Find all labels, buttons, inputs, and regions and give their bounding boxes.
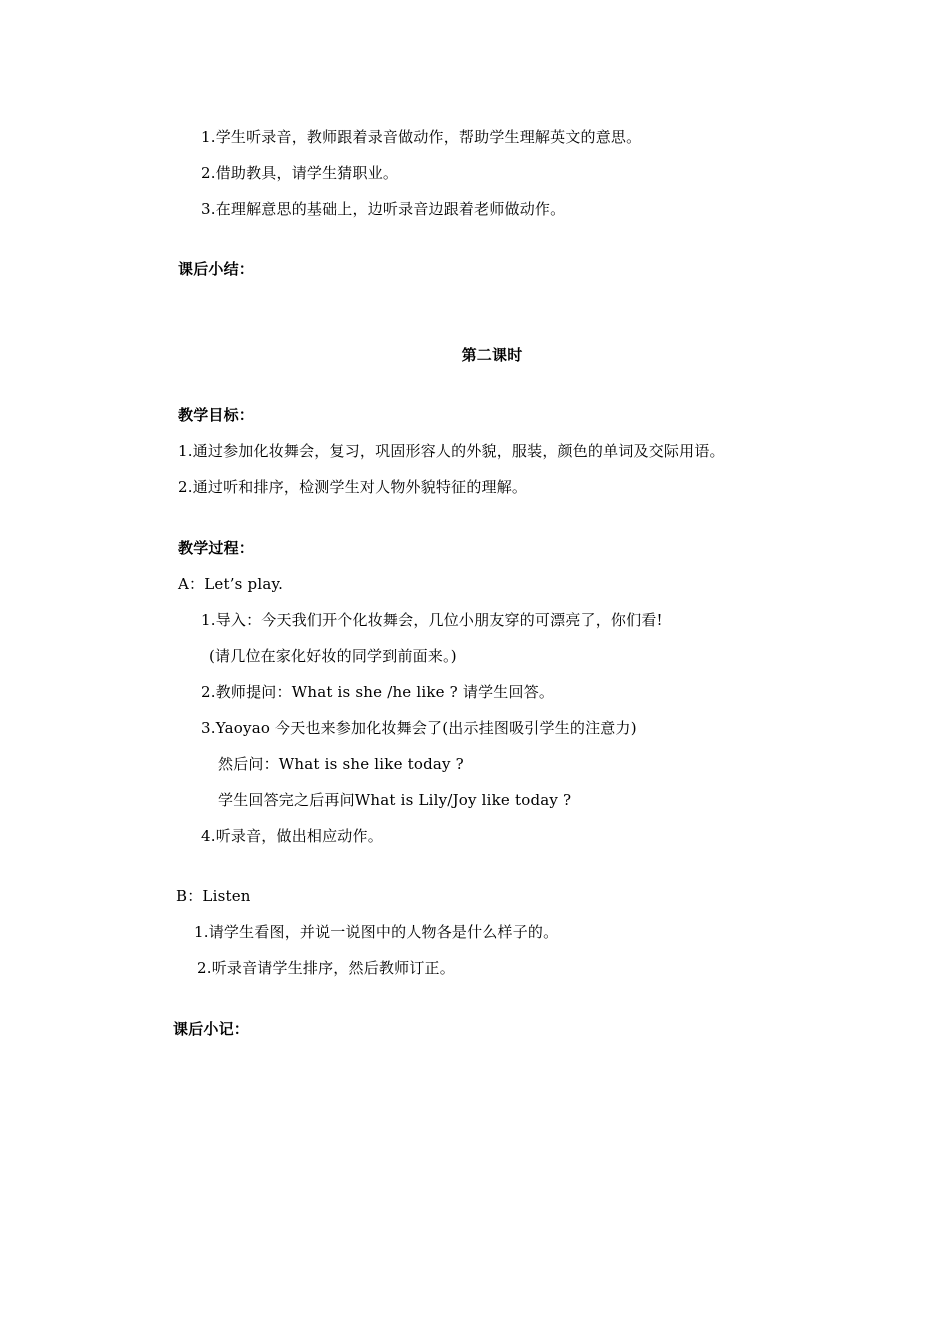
section1-step-3: 3.在理解意思的基础上，边听录音边跟着老师做动作。 (201, 200, 566, 218)
section1-step-1: 1.学生听录音，教师跟着录音做动作，帮助学生理解英文的意思。 (201, 128, 642, 146)
part-a-line-3: 2.教师提问：What is she /he like ? 请学生回答。 (201, 683, 555, 701)
goals-heading: 教学目标： (178, 406, 255, 424)
lesson2-title: 第二课时 (461, 346, 523, 364)
goal-2: 2.通过听和排序，检测学生对人物外貌特征的理解。 (178, 478, 528, 496)
part-a-line-7: 4.听录音，做出相应动作。 (201, 827, 383, 845)
part-a-heading: A：Let’s play. (178, 575, 284, 593)
section1-step-2: 2.借助教具，请学生猜职业。 (201, 164, 399, 182)
summary-heading: 课后小结： (178, 260, 255, 278)
part-a-line-1: 1.导入：今天我们开个化妆舞会，几位小朋友穿的可漂亮了，你们看! (201, 611, 663, 629)
part-b-line-2: 2.听录音请学生排序，然后教师订正。 (197, 959, 455, 977)
part-b-heading: B：Listen (176, 887, 251, 905)
part-a-line-6: 学生回答完之后再问What is Lily/Joy like today ? (218, 791, 572, 809)
part-b-line-1: 1.请学生看图，并说一说图中的人物各是什么样子的。 (194, 923, 559, 941)
part-a-line-5: 然后问：What is she like today ? (218, 755, 464, 773)
notes-heading: 课后小记： (173, 1020, 250, 1038)
part-a-line-2: (请几位在家化好妆的同学到前面来。) (209, 647, 457, 665)
process-heading: 教学过程： (178, 539, 255, 557)
goal-1: 1.通过参加化妆舞会，复习，巩固形容人的外貌，服装，颜色的单词及交际用语。 (178, 442, 725, 460)
part-a-line-4: 3.Yaoyao 今天也来参加化妆舞会了(出示挂图吸引学生的注意力) (201, 719, 637, 737)
